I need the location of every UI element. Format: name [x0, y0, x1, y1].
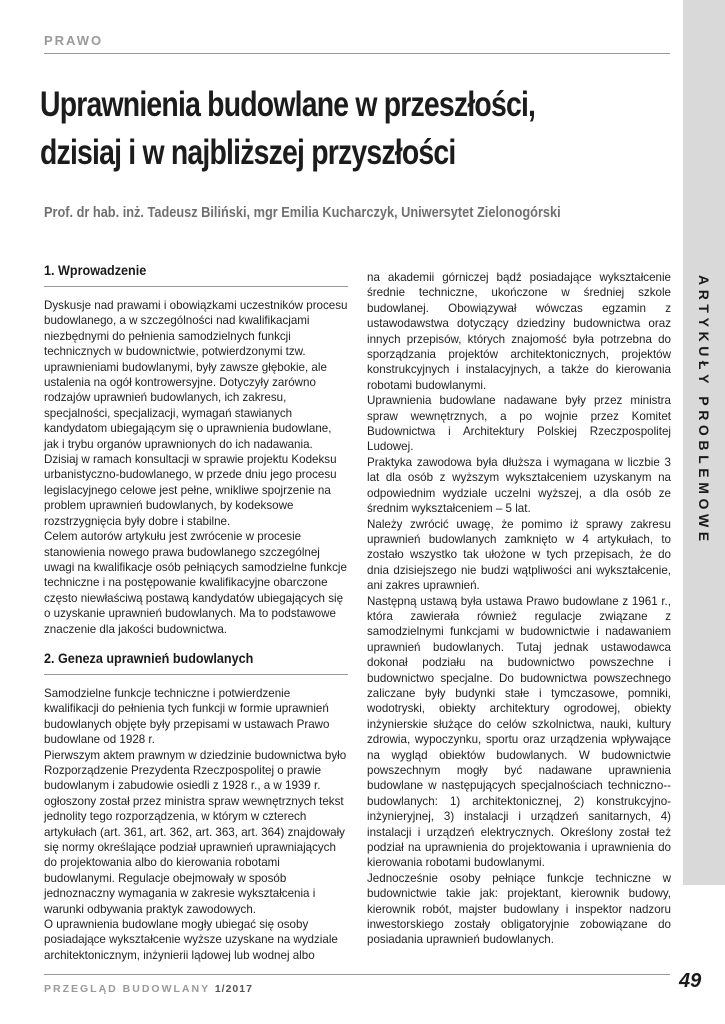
- right-paragraph-6: Jednocześnie osoby pełniące funkcje techniczne w budownictwie takie jak: projektant, kierownik budowy, kierownik robót, majster budowlany i inspektor nadzoru inwestorskiego zostały obligatoryjnie zobowiązane do posiadania uprawnień budowlanych.: [367, 871, 671, 947]
- top-divider: [44, 53, 670, 54]
- section-2-paragraph-3: O uprawnienia budowlane mogły ubiegać się osoby posiadające wykształcenie wyższe uzyskane na wydziale architektonicznym, inżynierii lądowej lub wodnej albo: [44, 918, 338, 962]
- article-authors: Prof. dr hab. inż. Tadeusz Biliński, mgr Emilia Kucharczyk, Uniwersytet Zielonogórski: [44, 205, 561, 221]
- journal-name: PRZEGLĄD BUDOWLANY: [44, 983, 210, 995]
- section-1-paragraph-2: Dzisiaj w ramach konsultacji w sprawie projektu Kodeksu urbanistyczno-budowlanego, w przede dniu jego procesu legislacyjnego celowe jest pełne, wnikliwe spojrzenie na problem uprawnień budowlanych, by kodeksowe rozstrzygnięcia były dobre i stabilne.: [44, 453, 337, 528]
- bottom-divider: [44, 974, 670, 975]
- right-paragraph-3: Praktyka zawodowa była dłuższa i wymagana w liczbie 3 lat dla osób z wyższym wykształceniem uzyskanym na odpowiednim wydziale uczelni wyższej, a dla osób ze średnim wykształceniem – 5 lat.: [367, 455, 671, 516]
- sidebar-label: ARTYKUŁY PROBLEMOWE: [696, 275, 712, 546]
- left-column: [44, 261, 348, 963]
- right-paragraph-1: na akademii górniczej bądź posiadające wykształcenie średnie techniczne, ukończone w średniej szkole budowlanej. Obowiązywał wówczas egzamin z ustawodawstwa dotyczący dziedziny budownictwa oraz innych przepisów, których znajomość była potrzebna do sporządzania projektów architektonicznych, projektów konstrukcyjnych i instalacyjnych, a także do kierowania robotami budowlanymi.: [367, 271, 671, 392]
- right-paragraph-4: Należy zwrócić uwagę, że pomimo iż sprawy zakresu uprawnień budowlanych zamknięto w 4 artykułach, to zostało wszystko tak ułożone w tych przepisach, że do dnia dzisiejszego nie budzi wątpliwości ani wykształcenie, ani zakres uprawnień.: [367, 517, 671, 593]
- right-column: [367, 270, 671, 948]
- title-line-2: dzisiaj i w najbliższej przyszłości: [40, 132, 456, 172]
- section-2-heading: 2. Geneza uprawnień budowlanych: [44, 649, 254, 666]
- section-1-paragraph-1: Dyskusje nad prawami i obowiązkami uczestników procesu budowlanego, a w szczególności nad kwalifikacjami niezbędnymi do pełnienia samodzielnych funkcji technicznych w budownictwie, potwierdzonymi tzw. uprawnieniami budowlanymi, były zawsze głębokie, ale ustalenia na ogół kontrowersyjne. Dotyczyły zarówno rodzajów uprawnień budowlanych, ich zakresu, specjalności, specjalizacji, wymagań stawianych kandydatom ubiegającym się o uprawnienia budowlane, jak i trybu organów uprawnionych do ich nadawania.: [44, 299, 348, 451]
- section-label: PRAWO: [44, 33, 104, 48]
- title-line-1: Uprawnienia budowlane w przeszłości,: [40, 84, 536, 124]
- article-title: [40, 80, 660, 176]
- footer-journal: [44, 983, 253, 995]
- section-2-paragraph-1: Samodzielne funkcje techniczne i potwierdzenie kwalifikacji do pełnienia tych funkcji w formie uprawnień budowlanych objęte były przepisami w ustawach Prawo budowlane od 1928 r.: [44, 686, 330, 747]
- right-paragraph-2: Uprawnienia budowlane nadawane były przez ministra spraw wewnętrznych, a po wojnie przez Komitet Budownictwa i Architektury Polskiej Rzeczpospolitej Ludowej.: [367, 394, 671, 454]
- section-2-paragraph-2: Pierwszym aktem prawnym w dziedzinie budownictwa było Rozporządzenie Prezydenta Rzeczpospolitej o prawie budowlanym i zabudowie osiedli z 1928 r., a w 1939 r. ogłoszony został przez ministra spraw wewnętrznych tekst jednolity tego rozporządzenia, w którym w czterech artykułach (art. 361, art. 362, art. 363, art. 364) znajdowały się normy określające podział uprawnień uprawniających do projektowania albo do kierowania robotami budowlanymi. Regulacje obejmowały w sposób jednoznaczny wymagania w zakresie wykształcenia i warunki odbywania praktyk zawodowych.: [44, 748, 347, 916]
- section-1-paragraph-3: Celem autorów artykułu jest zwrócenie w procesie stanowienia nowego prawa budowlanego szczególnej uwagi na kwalifikacje osób pełniących samodzielne funkcje techniczne i na postępowanie kwalifikacyjne obarczone często niewłaściwą postawą kandydatów ubiegających się o uzyskanie uprawnień budowlanych. Ma to podstawowe znaczenie dla jakości budownictwa.: [44, 530, 347, 636]
- section-1-rule: [44, 286, 348, 287]
- section-1-heading: 1. Wprowadzenie: [44, 262, 147, 278]
- issue-number: 1/2017: [214, 983, 253, 995]
- right-paragraph-5: Następną ustawą była ustawa Prawo budowlane z 1961 r., która zawierała również regulacje związane z samodzielnymi funkcjami w budownictwie i nadawaniem uprawnień budowlanych. Tutaj jednak ustawodawca dokonał podziału na budownictwo powszechne i budownictwo specjalne. Do budownictwa powszechnego zaliczane były budynki stałe i tymczasowe, pomniki, wodotryski, obiekty architektury ogrodowej, obiekty inżynierskie służące do celów szkolnictwa, nauki, kultury zdrowia, wypoczynku, sportu oraz urządzenia wpływające na wygląd obiektów budowlanych. W budownictwie powszechnym mogły być nadawane uprawnienia budowlane w następujących specjalnościach techniczno--budowlanych: 1) architektonicznej, 2) konstrukcyjno-inżynieryjnej, 3) instalacji i urządzeń sanitarnych, 4) instalacji i urządzeń elektrycznych. Określony został też podział na uprawnienia do projektowania i uprawnienia do kierowania robotami budowlanymi.: [367, 594, 671, 870]
- section-2-rule: [44, 674, 348, 675]
- page-number: 49: [679, 970, 702, 992]
